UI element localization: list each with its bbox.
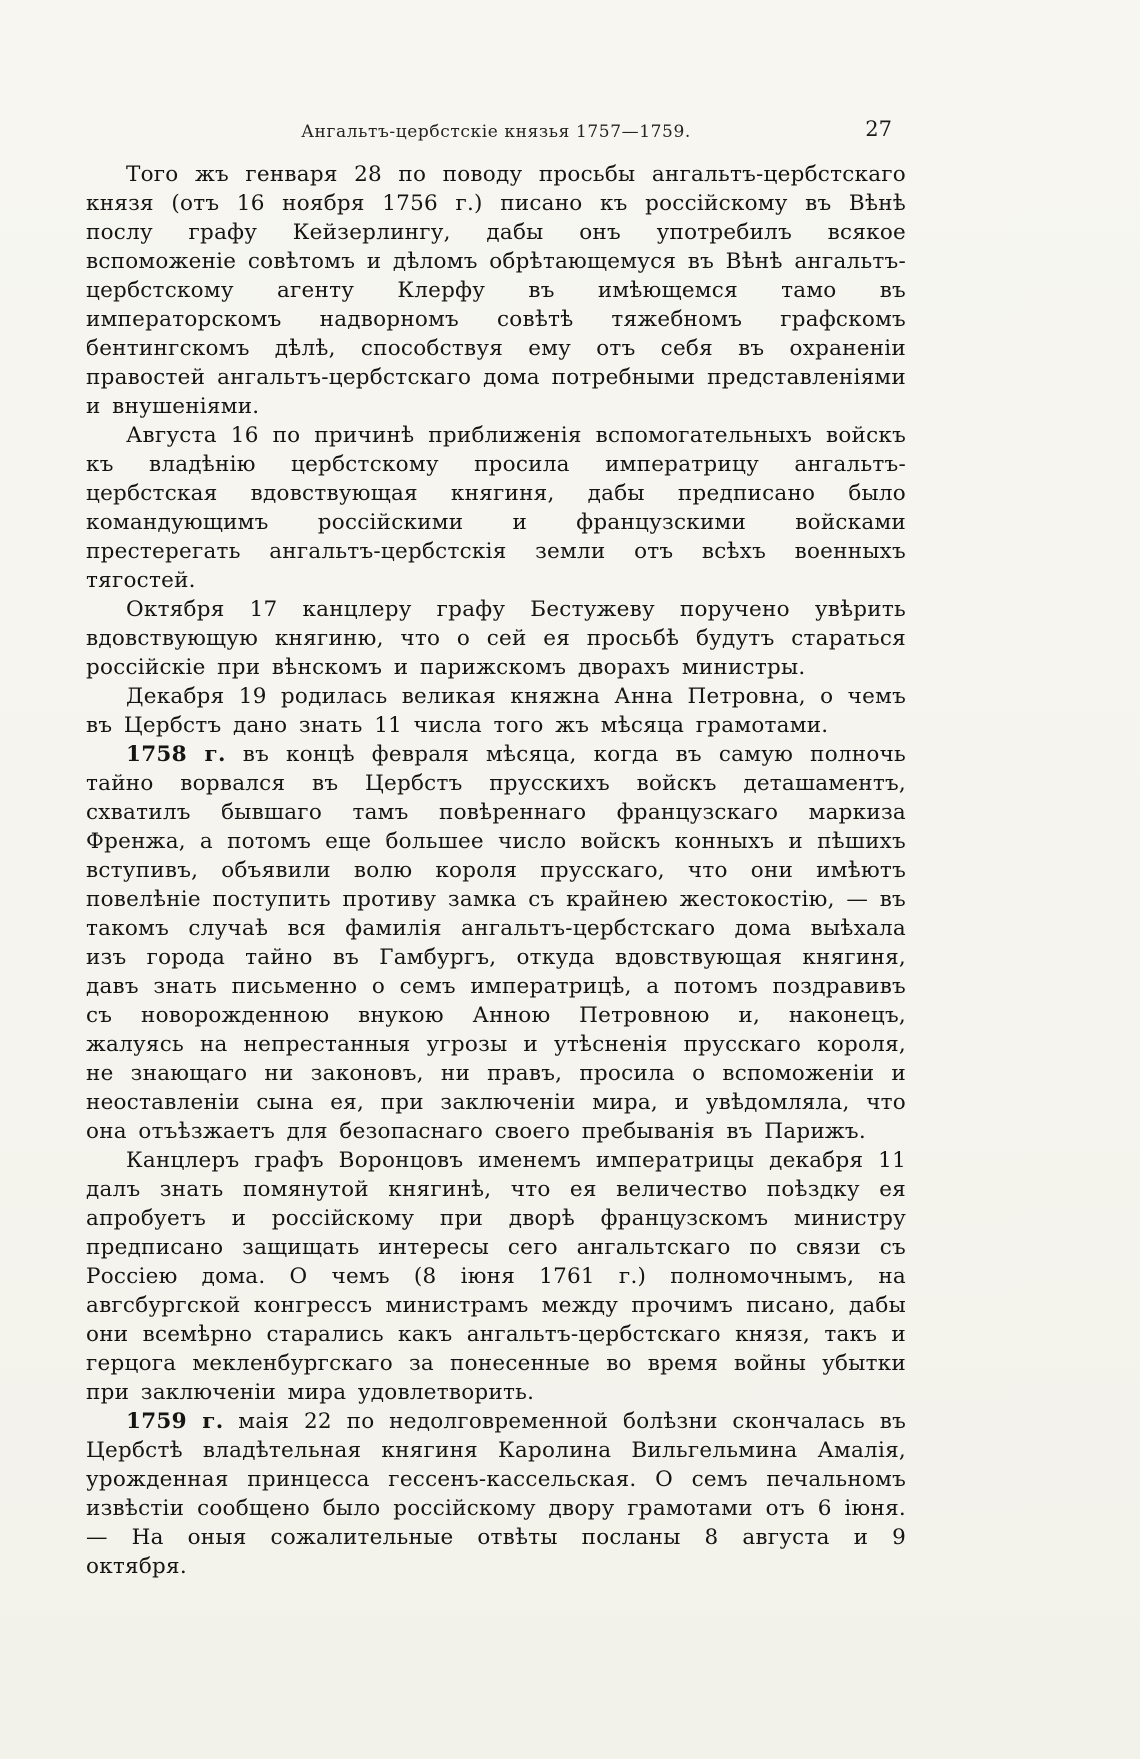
paragraph-bold-lead: 1759 г. (126, 1409, 224, 1434)
running-header (86, 117, 906, 152)
paragraph: 1758 г. въ концѣ февраля мѣсяца, когда въ самую полночь тайно ворвался въ Цербстъ прусскихъ войскъ деташаментъ, схватилъ бывшаго тамъ повѣреннаго французскаго маркиза Френжа, а потомъ еще большее число войскъ конныхъ и пѣшихъ вступивъ, объявили волю короля прусскаго, что они имѣютъ повелѣніе поступить противу замка съ крайнею жестокостію, — въ такомъ случаѣ вся фамилія ангальтъ-цербстскаго дома выѣхала изъ города тайно въ Гамбургъ, откуда вдовствующая княгиня, давъ знать письменно о семъ императрицѣ, а потомъ поздравивъ съ новорожденною внукою Анною Петровною и, наконецъ, жалуясь на непрестанныя угрозы и утѣсненія прусскаго короля, не знающаго ни законовъ, ни правъ, просила о вспоможеніи и неоставленіи сына ея, при заключеніи мира, и увѣдомляла, что она отъѣзжаетъ для безопаснаго своего пребыванія въ Парижъ. (86, 742, 906, 1144)
page-number: 27 (865, 117, 892, 141)
page-body (86, 160, 906, 1581)
running-header-title: Ангальтъ-цербстскіе князья 1757—1759. (301, 122, 691, 142)
paragraph-bold-lead: 1758 г. (126, 742, 226, 767)
paragraph: 1759 г. маія 22 по недолговременной болѣзни скончалась въ Цербстѣ владѣтельная княгиня Каролина Вильгельмина Амалія, урожденная принцесса гессенъ-кассельская. О семъ печальномъ извѣстіи сообщено было россійскому двору грамотами отъ 6 іюня. — На оныя сожалительные отвѣты посланы 8 августа и 9 октября. (86, 1409, 907, 1579)
paragraph: Августа 16 по причинѣ приближенія вспомогательныхъ войскъ къ владѣнію цербстскому просила императрицу ангальтъ-цербстская вдовствующая княгиня, дабы предписано было командующимъ россійскими и французскими войсками престерегать ангальтъ-цербстскія земли отъ всѣхъ военныхъ тягостей. (86, 423, 906, 593)
paragraph: Декабря 19 родилась великая княжна Анна Петровна, о чемъ въ Цербстъ дано знать 11 числа того жъ мѣсяца грамотами. (86, 684, 906, 738)
paragraph: Канцлеръ графъ Воронцовъ именемъ императрицы декабря 11 далъ знать помянутой княгинѣ, что ея величество поѣздку ея апробуетъ и россійскому при дворѣ французскомъ министру предписано защищать интересы сего ангальтскаго по связи съ Россіею дома. О чемъ (8 іюня 1761 г.) полномочнымъ, на авгсбургской конгрессъ министрамъ между прочимъ писано, дабы они всемѣрно старались какъ ангальтъ-цербстскаго князя, такъ и герцога мекленбургскаго за понесенные во время войны убытки при заключеніи мира удовлетворить. (86, 1148, 906, 1405)
paragraph: Октября 17 канцлеру графу Бестужеву поручено увѣрить вдовствующую княгиню, что о сей ея просьбѣ будутъ стараться россійскіе при вѣнскомъ и парижскомъ дворахъ министры. (86, 597, 906, 680)
paragraph: Того жъ генваря 28 по поводу просьбы ангальтъ-цербстскаго князя (отъ 16 ноября 1756 г.) писано къ россійскому въ Вѣнѣ послу графу Кейзерлингу, дабы онъ употребилъ всякое вспоможеніе совѣтомъ и дѣломъ обрѣтающемуся въ Вѣнѣ ангальтъ-цербстскому агенту Клерфу въ имѣющемся тамо въ императорскомъ надворномъ совѣтѣ тяжебномъ графскомъ бентингскомъ дѣлѣ, способствуя ему отъ себя въ охраненіи правостей ангальтъ-цербстскаго дома потребными представленіями и внушеніями. (86, 162, 906, 419)
